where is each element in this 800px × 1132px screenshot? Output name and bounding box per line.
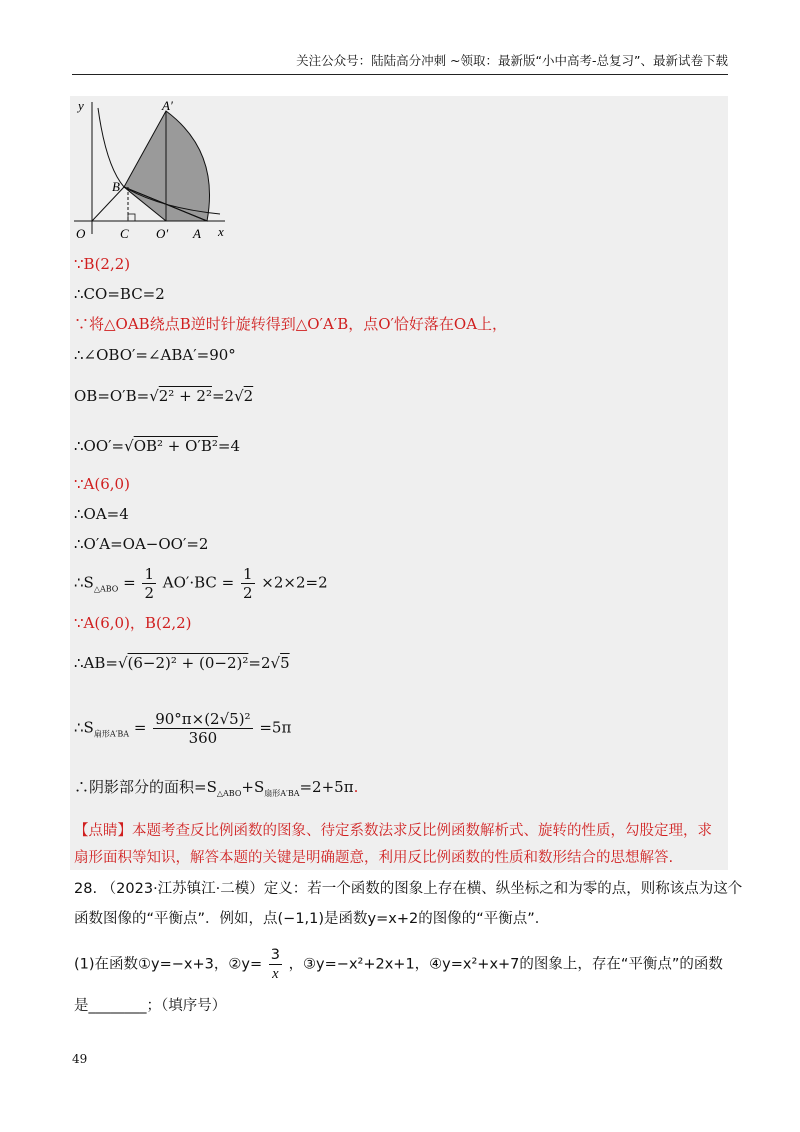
key-point-note: 【点睛】本题考查反比例函数的图象、待定系数法求反比例函数解析式、旋转的性质，勾股定理，求扇形面积等知识，解答本题的关键是明确题意，利用反比例函数的性质和数形结合的思想解答. <box>74 823 712 866</box>
solution-line-13: $\therefore S_{扇形A'BA}$ = $\frac{\text{90°π×(2√5)²}}{360}$ =5π <box>74 710 292 747</box>
page-header: 关注公众号：陆陆高分冲刺 ~领取：最新版“小中高考-总复习”、最新试卷下载 <box>72 48 728 75</box>
label-O2: O′ <box>156 226 169 241</box>
solution-line-9: ∴O′A=OA−OO′=2 <box>74 535 209 553</box>
right-angle-mark <box>128 214 135 221</box>
question-28-line-4: 是________；（填序号） <box>74 998 227 1014</box>
solution-line-10: $\therefore S_{\triangle ABO}$ = $\frac{1}{2}$ AO′·BC = $\frac{1}{2}$ ×2×2=2 <box>74 565 328 602</box>
label-y: y <box>78 98 84 113</box>
solution-line-14: ∴阴影部分的面积$=S_{\triangle ABO}+S_{扇形A'BA}=2+5\pi$. <box>74 778 359 798</box>
solution-line-11: ∵A(6,0)，B(2,2) <box>74 614 192 632</box>
solution-line-4: ∴∠OBO′=∠ABA′=90° <box>74 346 236 364</box>
solution-line-1: ∵B(2,2) <box>74 255 131 273</box>
question-28-line-1: 28. （2023·江苏镇江·二模）定义：若一个函数的图象上存在横、纵坐标之和为零的点，则称该点为这个 <box>74 881 743 897</box>
solution-line-3: ∵将△OAB绕点B逆时针旋转得到△O′A′B，点O′恰好落在OA上， <box>74 315 508 333</box>
question-28-line-2: 函数图像的“平衡点”．例如，点(−1,1)是函数y=x+2的图像的“平衡点”． <box>74 911 550 927</box>
solution-line-12: ∴AB=√(6−2)² + (0−2)²=2√5 <box>74 654 290 672</box>
question-28-line-3: (1)在函数①y=−x+3，②y= $\frac{3}{x}$ ，③y=−x²+2x+1，④y=x²+x+7的图象上，存在“平衡点”的函数 <box>74 947 723 982</box>
label-x: x <box>218 224 224 239</box>
page-number: 49 <box>72 1052 88 1066</box>
label-O: O <box>76 226 86 241</box>
solution-line-8: ∴OA=4 <box>74 505 129 523</box>
label-A2: A′ <box>162 98 173 113</box>
solution-line-5: OB=O′B=√2² + 2²=2√2 <box>74 387 254 405</box>
solution-line-6: ∴OO′=√OB² + O′B²=4 <box>74 437 240 455</box>
label-B: B <box>112 179 120 194</box>
label-C: C <box>120 226 129 241</box>
geometry-figure <box>70 96 230 242</box>
label-A: A <box>193 226 201 241</box>
solution-line-7: ∵A(6,0) <box>74 475 130 493</box>
solution-line-2: ∴CO=BC=2 <box>74 285 165 303</box>
